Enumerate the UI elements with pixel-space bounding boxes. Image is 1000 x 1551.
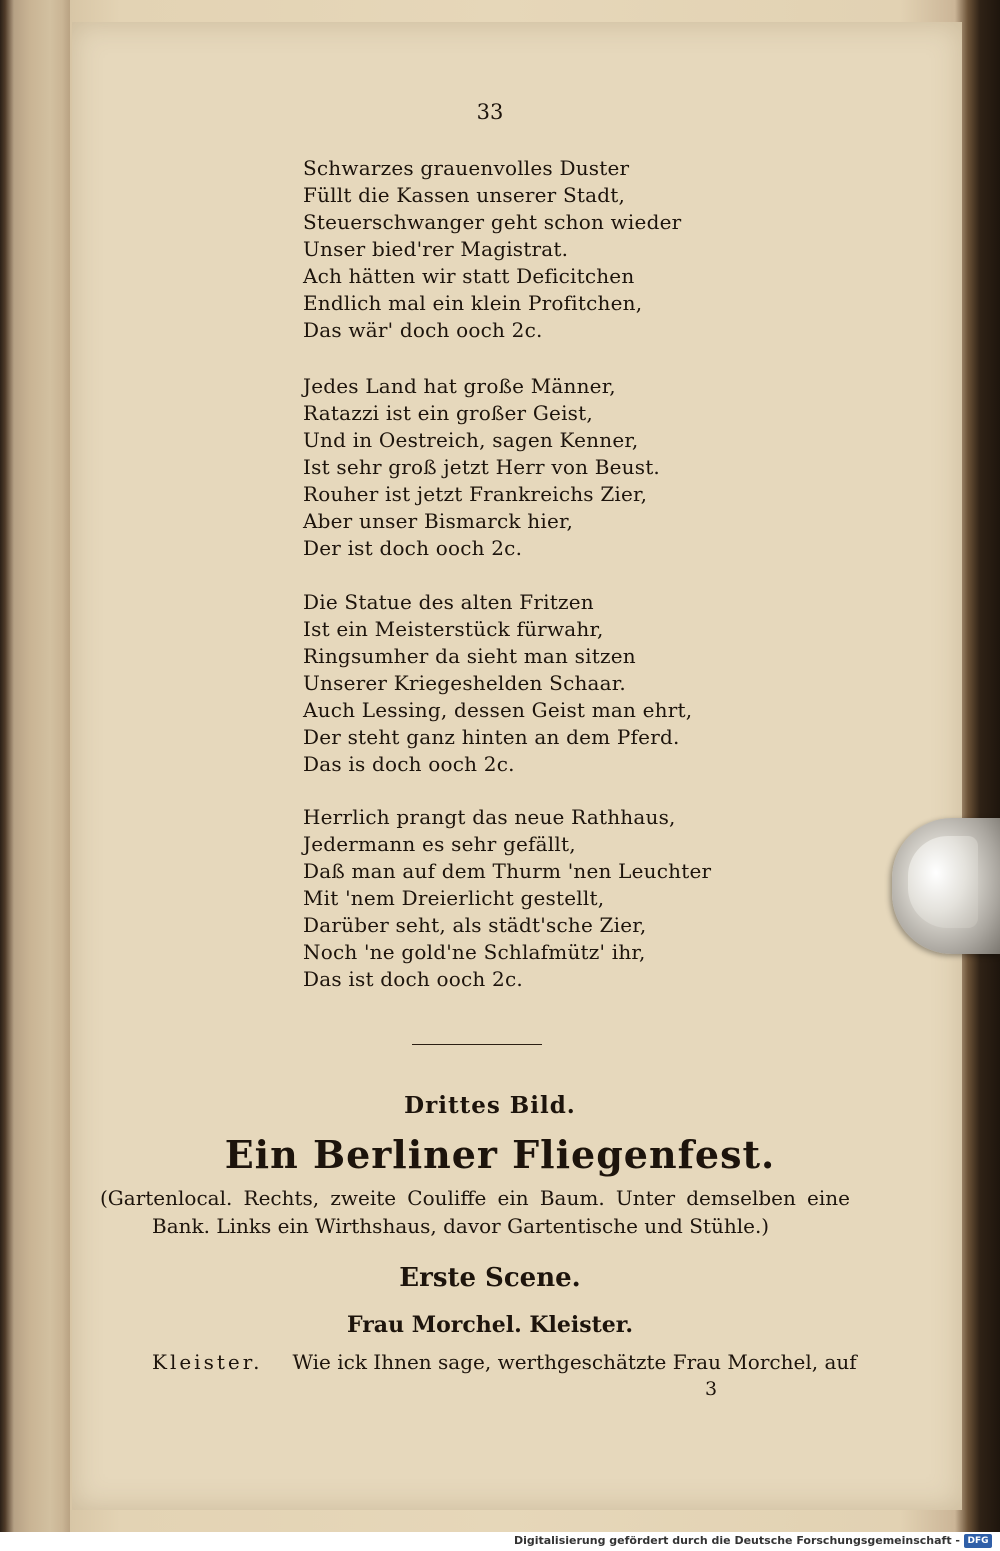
stanza-2 <box>303 373 863 562</box>
verse-line: Unser bied'rer Magistrat. <box>303 237 569 261</box>
verse-line: Darüber seht, als städt'sche Zier, <box>303 913 647 937</box>
play-title: Ein Berliner Fliegenfest. <box>224 1132 776 1177</box>
verse-line: Der ist doch ooch 2c. <box>303 536 523 560</box>
signature-mark: 3 <box>704 1378 718 1400</box>
verse-line: Jedes Land hat große Männer, <box>303 374 616 398</box>
verse-line: Und in Oestreich, sagen Kenner, <box>303 428 639 452</box>
character-list: Frau Morchel. Kleister. <box>346 1312 634 1338</box>
previous-page-edge <box>0 0 70 1532</box>
speaker-name: Kleister. <box>152 1350 263 1374</box>
verse-line: Füllt die Kassen unserer Stadt, <box>303 183 626 207</box>
dialogue-line <box>152 1348 857 1376</box>
verse-line: Aber unser Bismarck hier, <box>303 509 574 533</box>
stanza-3 <box>303 589 863 778</box>
verse-line: Der steht ganz hinten an dem Pferd. <box>303 725 680 749</box>
verse-line: Das ist doch ooch 2c. <box>303 967 523 991</box>
verse-line: Noch 'ne gold'ne Schlafmütz' ihr, <box>303 940 646 964</box>
verse-line: Steuerschwanger geht schon wieder <box>303 210 682 234</box>
verse-line: Ist sehr groß jetzt Herr von Beust. <box>303 455 660 479</box>
verse-line: Daß man auf dem Thurm 'nen Leuchter <box>303 859 712 883</box>
page-number: 33 <box>476 100 504 124</box>
verse-line: Ist ein Meisterstück fürwahr, <box>303 617 604 641</box>
stage-direction-line: Bank. Links ein Wirthshaus, davor Gartentische und Stühle.) <box>152 1214 770 1238</box>
stage-direction <box>100 1184 850 1240</box>
verse-line: Schwarzes grauenvolles Duster <box>303 156 630 180</box>
verse-line: Ringsumher da sieht man sitzen <box>303 644 636 668</box>
verse-line: Jedermann es sehr gefällt, <box>303 832 576 856</box>
stanza-1 <box>303 155 863 344</box>
verse-line: Ach hätten wir statt Deficitchen <box>303 264 635 288</box>
section-divider <box>412 1044 542 1045</box>
page-clip-highlight <box>908 836 978 928</box>
verse-line: Unserer Kriegeshelden Schaar. <box>303 671 626 695</box>
verse-line: Ratazzi ist ein großer Geist, <box>303 401 593 425</box>
stage-direction-line: (Gartenlocal. Rechts, zweite Couliffe ein Baum. Unter demselben eine <box>100 1186 850 1210</box>
verse-line: Herrlich prangt das neue Rathhaus, <box>303 805 676 829</box>
scene-title: Erste Scene. <box>399 1263 581 1293</box>
verse-line: Die Statue des alten Fritzen <box>303 590 594 614</box>
footer-credit: Digitalisierung gefördert durch die Deutsche Forschungsgemeinschaft - <box>513 1534 960 1547</box>
dialogue-text: Wie ick Ihnen sage, werthgeschätzte Frau Morchel, auf <box>292 1350 857 1374</box>
verse-line: Endlich mal ein klein Profitchen, <box>303 291 643 315</box>
act-title: Drittes Bild. <box>404 1092 576 1119</box>
verse-line: Rouher ist jetzt Frankreichs Zier, <box>303 482 648 506</box>
verse-line: Auch Lessing, dessen Geist man ehrt, <box>303 698 693 722</box>
verse-line: Das is doch ooch 2c. <box>303 752 515 776</box>
dfg-logo: DFG <box>964 1534 992 1548</box>
verse-line: Mit 'nem Dreierlicht gestellt, <box>303 886 605 910</box>
stanza-4 <box>303 804 863 993</box>
page-clip-icon <box>892 818 1000 954</box>
verse-line: Das wär' doch ooch 2c. <box>303 318 543 342</box>
